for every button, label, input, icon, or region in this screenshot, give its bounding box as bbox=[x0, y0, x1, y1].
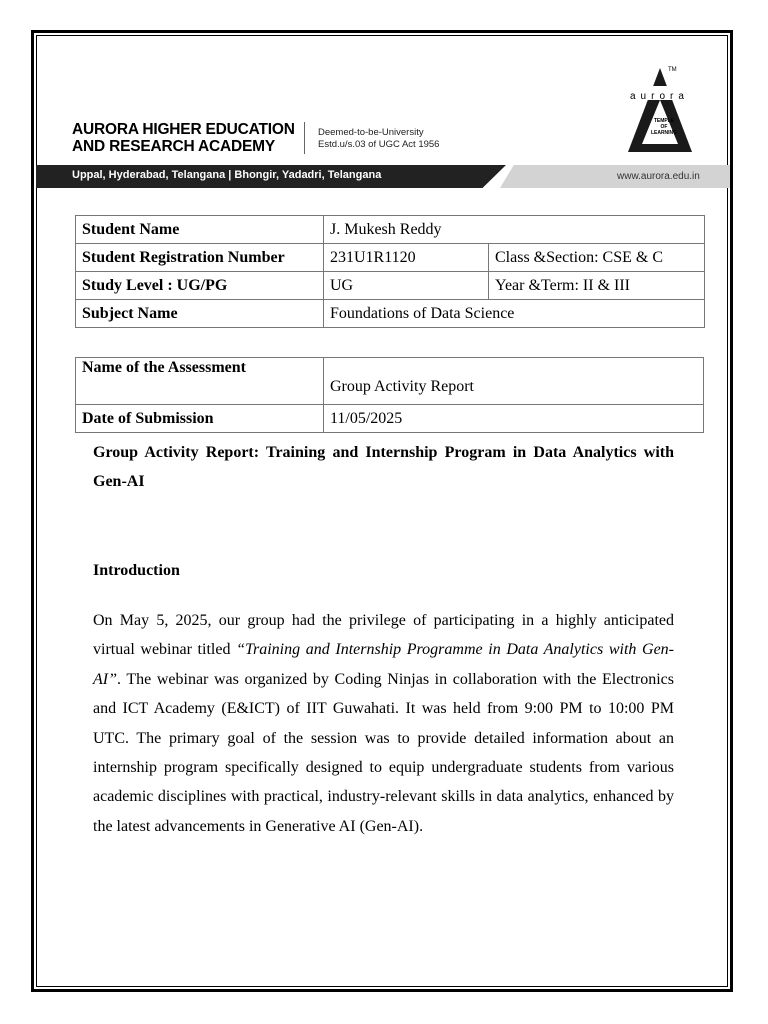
registration-value: 231U1R1120 bbox=[324, 244, 489, 272]
table-row bbox=[76, 300, 705, 328]
submission-label: Date of Submission bbox=[76, 405, 324, 433]
subject-value: Foundations of Data Science bbox=[324, 300, 705, 328]
student-name-label: Student Name bbox=[76, 216, 324, 244]
assessment-label: Name of the Assessment bbox=[76, 358, 324, 405]
year-term: Year &Term: II & III bbox=[489, 272, 705, 300]
website-text: www.aurora.edu.in bbox=[617, 171, 700, 182]
university-status-line1: Deemed-to-be-University bbox=[318, 127, 424, 138]
class-section: Class &Section: CSE & C bbox=[489, 244, 705, 272]
table-row bbox=[76, 405, 704, 433]
table-row bbox=[76, 216, 705, 244]
submission-value: 11/05/2025 bbox=[324, 405, 704, 433]
logo-tagline-line1: TEMPLE bbox=[653, 118, 675, 124]
webinar-title: “Training and Internship Programme in Data Analytics with Gen-AI” bbox=[93, 641, 675, 688]
study-level-label: Study Level : UG/PG bbox=[76, 272, 324, 300]
logo-tagline bbox=[642, 118, 686, 136]
logo-trademark: TM bbox=[668, 67, 677, 73]
student-info-table bbox=[75, 215, 705, 328]
table-row bbox=[76, 272, 705, 300]
table-row bbox=[76, 244, 705, 272]
intro-text-part1: On May 5, 2025, our group had the privilege of participating in a highly anticipated virtual webinar titled bbox=[93, 612, 674, 659]
intro-paragraph bbox=[93, 606, 674, 841]
study-level-value: UG bbox=[324, 272, 489, 300]
institution-name-line1: AURORA HIGHER EDUCATION bbox=[72, 121, 295, 138]
intro-text-part2: . The webinar was organized by Coding Ninjas in collaboration with the Electronics and ICT Academy (E&ICT) of IIT Guwahati. It was held from 9:00 PM to 10:00 PM UTC. The primary goal of the session was to provide detailed information about an internship program specifically designed to equip undergraduate students from various academic disciplines with practical, industry-relevant skills in data analytics, enhanced by the latest advancements in Generative AI (Gen-AI). bbox=[93, 670, 674, 835]
assessment-table bbox=[75, 357, 704, 433]
institution-name-line2: AND RESEARCH ACADEMY bbox=[72, 138, 275, 155]
locations-text: Uppal, Hyderabad, Telangana | Bhongir, Yadadri, Telangana bbox=[72, 169, 382, 181]
university-status bbox=[318, 127, 439, 151]
assessment-value: Group Activity Report bbox=[324, 358, 704, 405]
student-name-value: J. Mukesh Reddy bbox=[324, 216, 705, 244]
aurora-logo-icon bbox=[612, 66, 692, 154]
university-status-line2: Estd.u/s.03 of UGC Act 1956 bbox=[318, 139, 440, 150]
report-title: Group Activity Report: Training and Internship Program in Data Analytics with Gen-AI bbox=[93, 444, 674, 490]
registration-label: Student Registration Number bbox=[76, 244, 324, 272]
header-divider bbox=[304, 122, 305, 154]
logo-tagline-line2: OF bbox=[660, 124, 668, 130]
logo-tagline-line3: LEARNING bbox=[650, 130, 678, 136]
subject-label: Subject Name bbox=[76, 300, 324, 328]
table-row bbox=[76, 358, 704, 405]
logo-wordmark: aurora bbox=[630, 91, 689, 102]
institution-name bbox=[72, 121, 295, 155]
intro-heading: Introduction bbox=[93, 562, 180, 579]
